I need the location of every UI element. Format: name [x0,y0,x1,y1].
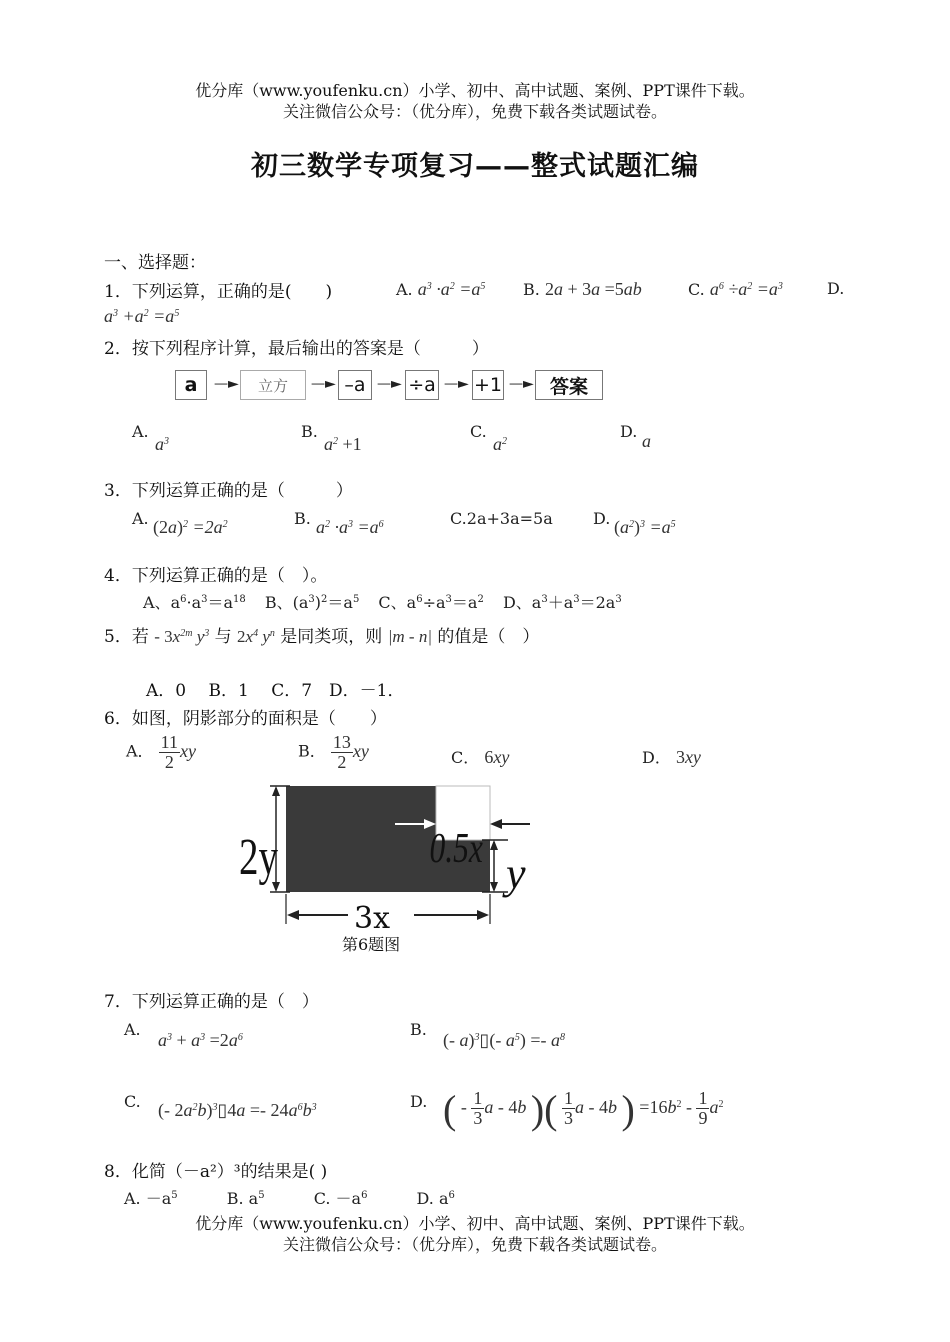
q8-c-label: C. －a [313,1189,362,1208]
q3-d-label: D. [593,509,611,528]
q6-d-math: 3xy [675,747,701,767]
shaded-region-left [286,786,436,892]
flow-cube-box: 立方 [240,370,306,400]
q5-options: A．0 B．1 C．7 D．－1． [146,681,405,701]
q3-option-c [450,509,553,528]
q6-option-c [451,745,509,768]
q2-b-math: $a^2 +1$ [324,434,362,454]
flow-arrow-icon: —► [311,376,336,392]
arrowhead-icon [490,882,498,892]
q6-b-math: $\frac{13}{2}$ xy [332,732,369,772]
q1-c-label: C. [688,280,705,299]
q3-b-label: B. [294,509,311,528]
q5-stem-post: 是同类项，则 [280,627,383,647]
q6-b-label: B． [298,741,326,761]
page-title: 初三数学专项复习——整式试题汇编 [251,151,699,182]
q4-a-math: $a^6\cdot a^3=a^{18}$ [170,593,246,612]
label-3x: 3x [354,901,391,934]
q3-d-math: $(a^2)^3 =a^5$ [614,517,676,537]
q3-c-label: C. [450,509,467,528]
q7-a-math: $a^3 + a^3 =2a^6$ [158,1030,243,1050]
q6-stem: 6．如图，阴影部分的面积是（ ） [104,709,387,729]
figure-caption: 第6题图 [342,935,401,954]
flow-input-box: a [175,370,207,400]
flow-arrow-icon: —► [377,376,402,392]
q5-stem [104,622,539,647]
q3-b-math: $a^2 \cdot a^3 =a^6$ [316,517,384,537]
q5-term-2: $2x^4$ $y^n$ [237,627,275,646]
q1-stem: 1．下列运算，正确的是( ) [104,282,333,302]
q7-d-math: ( - $\frac{1}{3}$ a - 4b )( $\frac{1}{3}$ a - 4b ) $=16b^2$ - $\frac{1}{9}$ $a^2$ [443,1087,724,1132]
q7-b-math: (- a)$^3$▯(- $a^5) =- a^8$ [443,1030,566,1050]
q8-options: A. $-a^5$ B. $a^5$ C. $-a^6$ D. $a^6$ [124,1189,455,1208]
q5-term-1: - $3x^{2m}$ $y^3$ [154,627,210,646]
q6-figure [230,778,550,934]
q1-c-math: $a^6 \div a^2 =a^3$ [709,279,783,299]
flow-answer-box: 答案 [535,370,603,400]
q3-a-math: $(2a)^2 =2a^2$ [153,517,228,537]
flow-arrow-icon: —► [509,376,534,392]
q2-c-label: C. [470,422,487,441]
arrowhead-icon [272,786,280,796]
q2-a-label: A. [132,422,149,441]
q7-a-label: A. [124,1020,141,1039]
flow-divide-a-box: ÷a [405,370,439,400]
q2-d-label: D. [620,422,638,441]
label-0-5x: 0.5x [429,825,483,873]
q4-d-math: $a^3+a^3=2a^3$ [531,593,622,612]
q8-d-label: D. a [416,1189,449,1208]
q1-d-math: $a^3 +a^2 =a^5$ [104,306,180,326]
q6-c-label: C． [451,748,480,767]
section-heading: 一、选择题： [104,253,206,273]
flow-minus-a-box: –a [338,370,372,400]
q4-d-label: D、 [502,593,532,612]
q1-option-c [688,279,783,300]
q5-abs-expr: |m - n| [387,627,432,646]
q2-stem: 2．按下列程序计算，最后输出的答案是（ ） [104,339,489,359]
q8-b-label: B. a [226,1189,259,1208]
q4-b-math: $(a^3)^2=a^5$ [292,593,360,612]
flow-arrow-icon: —► [444,376,469,392]
q1-option-b [523,279,642,300]
q1-b-math: 2a + 3a =5ab [544,279,642,299]
q6-a-label: A． [126,741,154,761]
q3-stem: 3．下列运算正确的是（ ） [104,481,353,501]
arrowhead-icon [490,840,498,850]
q7-stem: 7．下列运算正确的是（ ） [104,992,319,1012]
flow-plus-one-box: +1 [472,370,504,400]
q1-a-label: A. [396,280,413,299]
q2-c-math: $a^2$ [493,434,507,454]
q7-c-label: C. [124,1092,141,1111]
q7-d-label: D. [410,1092,428,1111]
footer-line-1: 优分库（www.youfenku.cn）小学、初中、高中试题、案例、PPT课件下载。 [195,1214,755,1233]
q4-c-label: C、 [378,593,407,612]
q1-b-label: B. [523,280,540,299]
header-line-2: 关注微信公众号：（优分库），免费下载各类试题试卷。 [282,102,667,121]
q6-d-label: D． [642,748,671,767]
q1-option-a [396,279,485,300]
q2-a-math: $a^3$ [155,434,169,454]
q3-a-label: A. [132,509,149,528]
q6-a-math: $\frac{11}{2}$ xy [160,732,196,772]
q2-d-math: a [642,431,651,451]
q6-option-b [298,733,369,772]
q5-stem-mid: 与 [214,627,232,647]
footer-line-2: 关注微信公众号：（优分库），免费下载各类试题试卷。 [282,1235,667,1254]
arrowhead-icon [287,910,299,920]
q7-c-math: (- $2a^2b)^3▯4a =- 24a^6b^3$ [158,1100,317,1120]
q6-option-a [126,733,196,772]
arrowhead-icon [477,910,489,920]
q4-stem: 4．下列运算正确的是（ ）。 [104,566,328,586]
q8-a-label: A. －a [124,1189,172,1208]
q6-c-math: 6xy [484,747,510,767]
flow-arrow-icon: —► [214,376,239,392]
q5-stem-end: 的值是（ ） [437,627,540,647]
q5-stem-pre: 5．若 [104,627,149,647]
q2-b-label: B. [301,422,318,441]
label-2y: 2y [239,827,278,886]
q8-stem: 8．化简（－a²）³的结果是( ) [104,1162,328,1182]
arrowhead-icon [490,819,502,829]
q4-options [143,590,622,613]
q4-a-label: A、 [143,593,171,612]
q1-a-math: $a^3 \cdot a^2 =a^5$ [417,279,486,299]
q1-option-d-label: D. [827,279,845,298]
label-y: y [506,849,526,898]
q6-option-d [642,745,701,768]
q4-b-label: B、 [264,593,293,612]
q4-c-math: $a^6\div a^3=a^2$ [406,593,484,612]
q7-b-label: B. [410,1020,427,1039]
q3-c-text: 2a+3a=5a [466,509,553,528]
header-line-1: 优分库（www.youfenku.cn）小学、初中、高中试题、案例、PPT课件下载。 [195,81,755,100]
